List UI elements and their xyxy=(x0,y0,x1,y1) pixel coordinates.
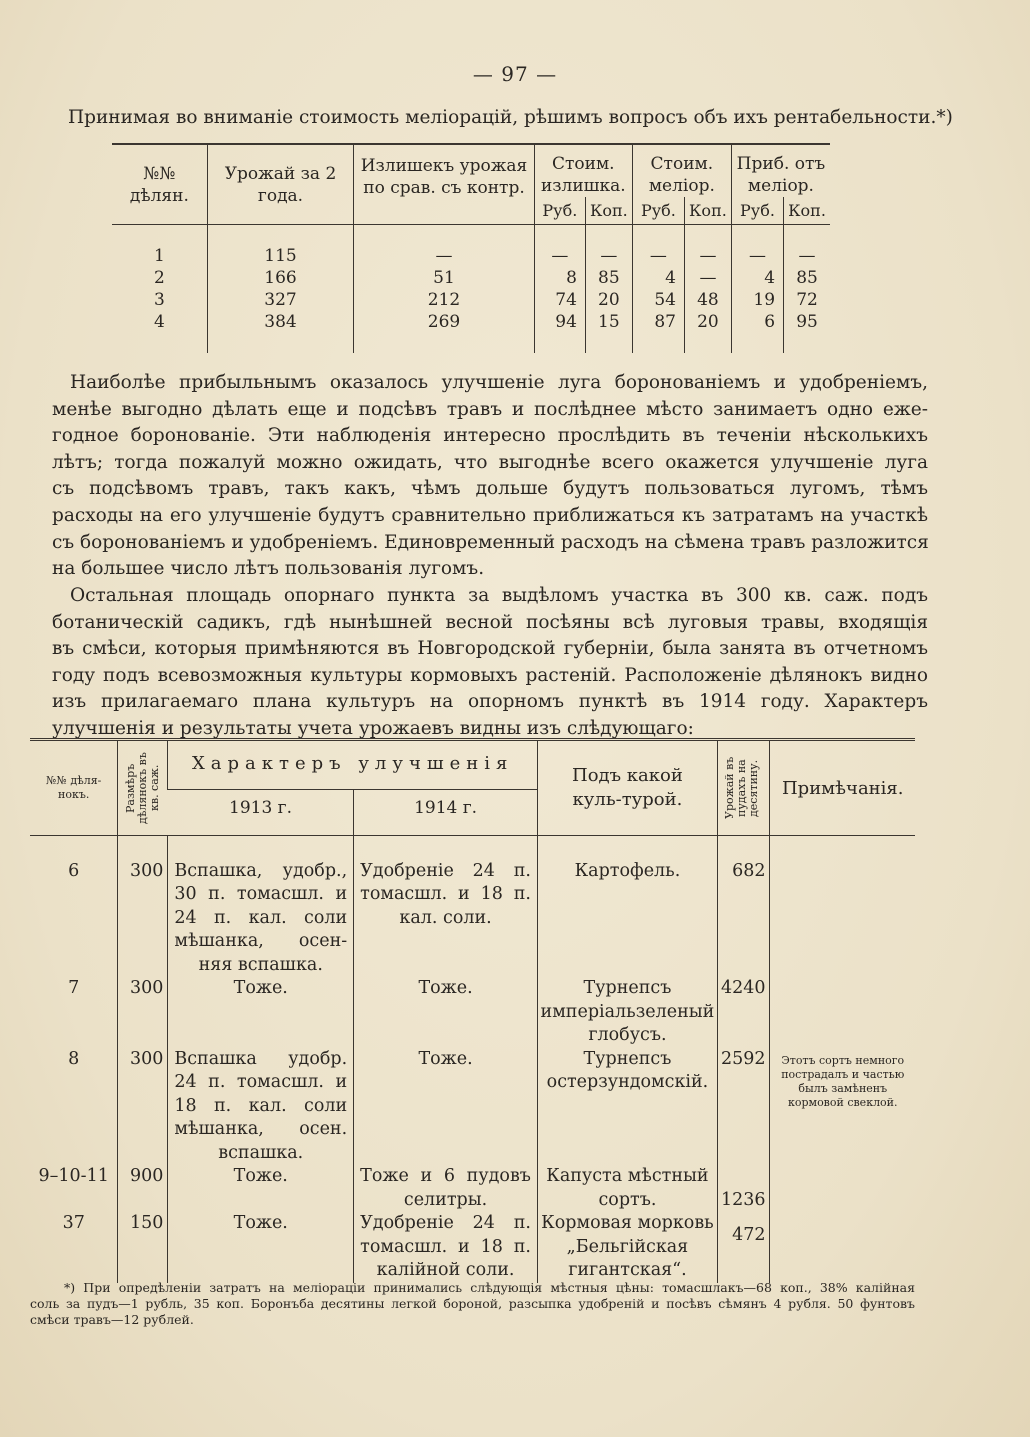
footnote-line: соль за пудъ—1 рубль, 35 коп. Боронъба десятины легкой бороной, разсыпка удобреній и посѣвъ сѣмянъ 4 рубля. 50 фунтовъ xyxy=(30,1296,915,1311)
text-line: съ боронованіемъ и удобреніемъ. Единовременный расходъ на сѣмена травъ разложится xyxy=(52,531,929,553)
header-yield: Урожай за 2 года. xyxy=(207,144,353,225)
header-1914: 1914 г. xyxy=(354,789,538,835)
header-plots: №№ дѣля-нокъ. xyxy=(46,774,102,801)
header-profit: Приб. отъ меліор. xyxy=(731,144,830,197)
page-number: — 97 — xyxy=(472,62,558,86)
header-rub: Руб. xyxy=(632,197,684,225)
plot-note: Этотъ сортъ немного пострадалъ и частью былъ замѣненъ кормовой свеклой. xyxy=(770,1048,915,1166)
footnote xyxy=(30,1280,915,1328)
text-line: Остальная площадь опорнаго пункта за выдѣломъ участка въ 300 кв. саж. подъ xyxy=(70,585,928,606)
text-line: году подъ всевозможныя культуры кормовыхъ растеній. Расположеніе дѣлянокъ видно xyxy=(52,664,928,686)
paragraph-2 xyxy=(52,583,928,743)
text-line: на большее число лѣтъ пользованія лугомъ. xyxy=(52,558,485,580)
header-cost-melior: Стоим. меліор. xyxy=(632,144,731,197)
header-yield: Урожай въ пудахъ на десятину. xyxy=(717,740,770,836)
table-row: 2 166 51 8 85 4 — 4 85 xyxy=(112,267,830,289)
table-row: 9–10-11 900 Тоже. Тоже и 6 пудовъ селитры. Капуста мѣстный сортъ. 1236 xyxy=(30,1165,915,1212)
text-line: съ подсѣвомъ травъ, такъ какъ, чѣмъ дольше будутъ пользоваться лугомъ, тѣмъ xyxy=(52,478,928,500)
table-row: 1 115 — — — — — — — xyxy=(112,245,830,267)
header-kop: Коп. xyxy=(585,197,632,225)
table-row: 6 300 Вспашка, удобр., 30 п. томасшл. и 24 п. кал. соли мѣшанка, осен-няя вспашка. Удобреніе 24 п. томасшл. и 18 п. кал. соли. Картофель. 682 xyxy=(30,860,915,978)
text-line: улучшенія и результаты учета урожаевъ видны изъ слѣдующаго: xyxy=(52,717,694,739)
text-line: расходы на его улучшеніе будутъ сравнительно приближаться къ затратамъ на участкѣ xyxy=(52,504,928,526)
header-1913: 1913 г. xyxy=(168,789,354,835)
header-rub: Руб. xyxy=(731,197,783,225)
profitability-table xyxy=(112,143,830,353)
table-row: 8 300 Вспашка удобр. 24 п. томасшл. и 18 п. кал. соли мѣшанка, осен. вспашка. Тоже. Турнепсъ остерзундомскій. 2592 Этотъ сортъ немного пострадалъ и частью былъ замѣненъ кормовой свеклой. xyxy=(30,1048,915,1166)
table-row: 3 327 212 74 20 54 48 19 72 xyxy=(112,289,830,311)
text-line: годное боронованіе. Эти наблюденія интересно прослѣдить въ теченіи нѣсколькихъ xyxy=(52,425,928,447)
header-rub: Руб. xyxy=(534,197,585,225)
header-plots: №№ дѣлян. xyxy=(112,144,207,225)
header-cost-excess: Стоим. излишка. xyxy=(534,144,632,197)
header-kop: Коп. xyxy=(684,197,731,225)
header-culture: Подъ какой куль-турой. xyxy=(537,740,717,836)
table-row: 4 384 269 94 15 87 20 6 95 xyxy=(112,311,830,333)
header-notes: Примѣчанія. xyxy=(770,740,915,836)
intro-sentence: Принимая во вниманіе стоимость меліорацій, рѣшимъ вопросъ объ ихъ рентабельности.*) xyxy=(68,107,953,128)
table-row: 7 300 Тоже. Тоже. Турнепсъ имперіальзеленый глобусъ. 4240 xyxy=(30,977,915,1048)
text-line: ботаническій садикъ, гдѣ нынѣшней весной посѣяны всѣ луговыя травы, входящія xyxy=(52,611,928,633)
header-improvement: Характеръ улучшенія xyxy=(168,740,538,790)
table-row: 37 150 Тоже. Удобреніе 24 п. томасшл. и 18 п. калійной соли. Кормовая морковь „Бельгійская гигантская“. 472 xyxy=(30,1212,915,1283)
crops-table xyxy=(30,738,915,1283)
header-kop: Коп. xyxy=(784,197,830,225)
header-size: Размѣръ дѣлянокъ въ кв. саж. xyxy=(118,740,168,836)
footnote-line: *) При опредѣленіи затратъ на меліораціи принимались слѣдующія мѣстныя цѣны: томасшлакъ—68 коп., 38% калійная xyxy=(64,1280,915,1295)
text-line: лѣтъ; тогда пожалуй можно ожидать, что выгоднѣе всего окажется улучшеніе луга xyxy=(52,451,928,473)
header-excess: Излишекъ урожая по срав. съ контр. xyxy=(354,144,535,225)
text-line: Наиболѣе прибыльнымъ оказалось улучшеніе луга боронованіемъ и удобреніемъ, xyxy=(70,372,928,393)
footnote-line: смѣси травъ—12 рублей. xyxy=(30,1312,194,1327)
text-line: въ смѣси, которыя примѣняются въ Новгородской губерніи, была занята въ отчетномъ xyxy=(52,638,928,660)
paragraph-1 xyxy=(52,370,928,583)
text-line: изъ прилагаемаго плана культуръ на опорномъ пунктѣ въ 1914 году. Характеръ xyxy=(52,691,928,713)
text-line: менѣе выгодно дѣлать еще и подсѣвъ травъ и послѣднее мѣсто занимаетъ одно еже- xyxy=(52,398,928,420)
